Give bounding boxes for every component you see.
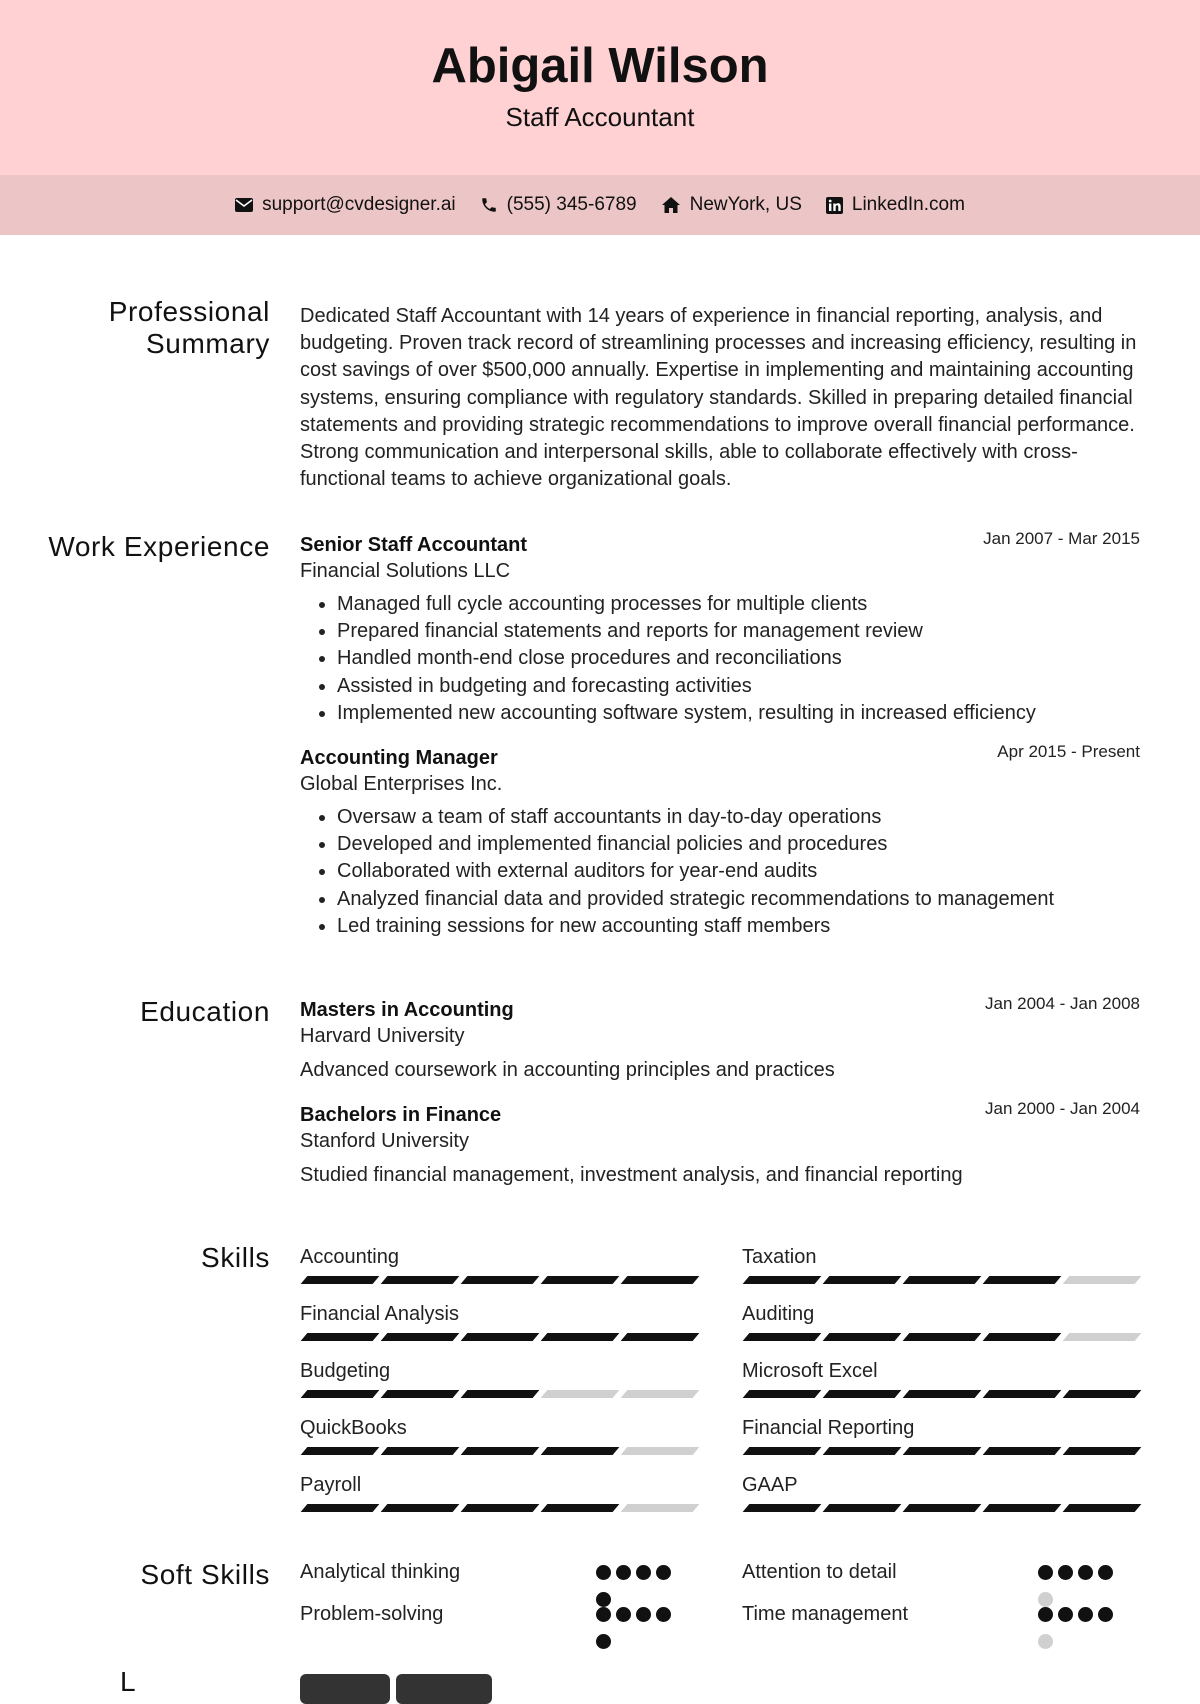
skill-segment-filled [983,1447,1062,1455]
contact-location-text: NewYork, US [689,194,802,215]
skill-segment-filled [301,1447,380,1455]
job-title: Senior Staff Accountant [300,534,528,556]
skill-segment-filled [301,1390,380,1398]
soft-skill-name: Attention to detail [742,1561,897,1583]
candidate-name: Abigail Wilson [431,39,769,93]
job-bullets [300,591,1140,727]
phone-icon [480,196,498,214]
contact-email-text: support@cvdesigner.ai [262,194,456,215]
home-icon [661,196,681,214]
degree-title: Bachelors in Finance [300,1104,502,1126]
skill-segment-filled [983,1504,1062,1512]
skill-segment-filled [743,1447,822,1455]
contact-linkedin-text: LinkedIn.com [851,194,965,215]
skill-segment-filled [823,1390,902,1398]
skill-segment-filled [983,1390,1062,1398]
skill-name: GAAP [742,1474,798,1496]
skill-segment-filled [903,1276,982,1284]
rating-dot-filled [656,1607,671,1622]
skill-segment-filled [903,1504,982,1512]
rating-dot-filled [1058,1565,1073,1580]
job-dates: Apr 2015 - Present [997,742,1140,761]
language-tag [396,1674,492,1704]
degree-title: Masters in Accounting [300,999,514,1021]
skill-segment-filled [1063,1447,1142,1455]
skill-segment-filled [381,1276,460,1284]
rating-dot-filled [1098,1565,1113,1580]
skill-segment-filled [461,1504,540,1512]
skill-level-bar [742,1447,1138,1455]
skill-segment-empty [621,1504,700,1512]
skill-segment-filled [823,1504,902,1512]
job-bullet: • Prepared financial statements and reports for management review [337,618,1140,645]
skills-heading: Skills [201,1242,270,1273]
rating-dot-empty [1038,1592,1053,1607]
soft-skill-item [300,1559,460,1585]
skill-level-bar [300,1333,696,1341]
job-company: Global Enterprises Inc. [300,773,503,795]
skill-level-bar [300,1504,696,1512]
work-heading: Work Experience [48,531,270,562]
job-entry [300,529,1140,727]
rating-dot-filled [1038,1565,1053,1580]
skill-level-bar [300,1276,696,1284]
soft-skill-item [742,1559,897,1585]
skill-item [300,1244,696,1270]
rating-dot-filled [1098,1607,1113,1622]
rating-dot-filled [596,1565,611,1580]
soft-skill-name: Problem-solving [300,1603,444,1625]
skill-level-bar [742,1504,1138,1512]
contact-phone-text: (555) 345-6789 [506,194,637,215]
summary-heading: Professional Summary [108,296,270,359]
skill-level-bar [300,1390,696,1398]
resume-header [0,0,1200,175]
rating-dot-filled [636,1565,651,1580]
skill-segment-filled [461,1276,540,1284]
skill-segment-filled [743,1390,822,1398]
contact-bar [0,175,1200,235]
rating-dot-filled [596,1592,611,1607]
skill-segment-filled [301,1333,380,1341]
job-bullet: • Analyzed financial data and provided strategic recommendations to management [337,886,1140,913]
rating-dot-filled [1078,1607,1093,1622]
education-dates: Jan 2000 - Jan 2004 [984,1099,1140,1118]
rating-dot-filled [616,1607,631,1622]
rating-dot-filled [656,1565,671,1580]
skill-segment-empty [1063,1276,1142,1284]
skill-segment-filled [301,1504,380,1512]
education-description: Studied financial management, investment analysis, and financial reporting [300,1164,963,1186]
skill-name: QuickBooks [300,1417,407,1439]
soft-skill-item [742,1601,908,1627]
contact-phone[interactable] [480,194,637,216]
skill-segment-filled [461,1333,540,1341]
skill-segment-filled [461,1447,540,1455]
school-name: Harvard University [300,1025,465,1047]
skill-item [300,1415,696,1441]
skill-name: Payroll [300,1474,362,1496]
skill-segment-filled [743,1276,822,1284]
skill-segment-filled [381,1504,460,1512]
skill-name: Financial Reporting [742,1417,915,1439]
skill-name: Taxation [742,1246,817,1268]
skill-level-bar [742,1276,1138,1284]
skill-segment-filled [743,1333,822,1341]
skill-item [742,1301,1138,1327]
rating-dot-filled [1058,1607,1073,1622]
skill-segment-empty [541,1390,620,1398]
job-bullet: • Assisted in budgeting and forecasting activities [337,673,1140,700]
skill-segment-filled [1063,1390,1142,1398]
summary-text: Dedicated Staff Accountant with 14 years of experience in financial reporting, analysis, and budgeting. Proven track record of streamlining processes and increasing efficiency, resulting in cost savings of over $500,000 annually. Expertise in implementing and maintaining accounting systems, ensuring compliance with regulatory standards. Skilled in preparing detailed financial statements and providing strategic recommendations to improve overall financial performance. Strong communication and interpersonal skills, able to collaborate effectively with cross-functional teams to achieve organizational goals. [300,305,1137,491]
job-bullets [300,804,1140,940]
soft-skill-name: Analytical thinking [300,1561,461,1583]
skill-segment-filled [903,1447,982,1455]
soft-skill-name: Time management [742,1603,908,1625]
linkedin-icon [826,197,843,214]
skill-segment-filled [823,1447,902,1455]
skill-segment-filled [1063,1504,1142,1512]
rating-dot-filled [1038,1607,1053,1622]
skill-item [742,1415,1138,1441]
job-bullet: • Collaborated with external auditors for year-end audits [337,858,1140,885]
skill-name: Financial Analysis [300,1303,459,1325]
rating-dot-filled [1078,1565,1093,1580]
skill-name: Budgeting [300,1360,391,1382]
skill-segment-empty [621,1447,700,1455]
skill-segment-filled [621,1333,700,1341]
skill-segment-filled [381,1447,460,1455]
skill-item [742,1244,1138,1270]
skill-segment-filled [541,1276,620,1284]
skill-segment-filled [381,1390,460,1398]
job-entry [300,742,1140,940]
skill-item [742,1358,1138,1384]
skill-item [742,1472,1138,1498]
skill-name: Auditing [742,1303,815,1325]
skill-segment-filled [903,1390,982,1398]
skill-segment-empty [1063,1333,1142,1341]
skill-item [300,1301,696,1327]
soft-skills-heading: Soft Skills [140,1559,270,1590]
skill-level-bar [742,1333,1138,1341]
skill-segment-filled [823,1276,902,1284]
skill-segment-filled [541,1504,620,1512]
education-heading: Education [140,996,270,1027]
skill-name: Accounting [300,1246,399,1268]
job-company: Financial Solutions LLC [300,560,511,582]
job-bullet: • Managed full cycle accounting processes for multiple clients [337,591,1140,618]
education-dates: Jan 2004 - Jan 2008 [984,994,1140,1013]
job-bullet: • Developed and implemented financial policies and procedures [337,831,1140,858]
job-dates: Jan 2007 - Mar 2015 [983,529,1140,548]
skill-name: Microsoft Excel [742,1360,878,1382]
job-bullet: • Oversaw a team of staff accountants in day-to-day operations [337,804,1140,831]
contact-location [661,194,802,216]
skill-segment-filled [983,1276,1062,1284]
skill-level-bar [742,1390,1138,1398]
skill-segment-filled [381,1333,460,1341]
skill-segment-empty [621,1390,700,1398]
job-bullet: • Led training sessions for new accounting staff members [337,913,1140,940]
skill-segment-filled [823,1333,902,1341]
candidate-title: Staff Accountant [505,102,695,132]
rating-dot-filled [616,1565,631,1580]
job-bullet: • Handled month-end close procedures and reconciliations [337,645,1140,672]
skill-segment-filled [743,1504,822,1512]
language-tag [300,1674,390,1704]
education-description: Advanced coursework in accounting principles and practices [300,1059,835,1081]
soft-skill-item [300,1601,443,1627]
school-name: Stanford University [300,1130,469,1152]
job-bullet: • Implemented new accounting software system, resulting in increased efficiency [337,700,1140,727]
skill-segment-filled [461,1390,540,1398]
education-entry [300,1099,1140,1189]
skill-segment-filled [301,1276,380,1284]
skill-segment-filled [541,1447,620,1455]
job-title: Accounting Manager [300,747,498,769]
skill-segment-filled [541,1333,620,1341]
rating-dot-empty [1038,1634,1053,1649]
contact-linkedin[interactable] [826,194,965,216]
skill-item [300,1358,696,1384]
envelope-icon [235,198,253,212]
skill-level-bar [300,1447,696,1455]
skill-segment-filled [621,1276,700,1284]
education-entry [300,994,1140,1084]
languages-heading: L [120,1666,136,1697]
rating-dot-filled [596,1634,611,1649]
contact-email[interactable] [235,194,456,216]
skill-segment-filled [983,1333,1062,1341]
skill-item [300,1472,696,1498]
rating-dot-filled [636,1607,651,1622]
skill-segment-filled [903,1333,982,1341]
rating-dot-filled [596,1607,611,1622]
